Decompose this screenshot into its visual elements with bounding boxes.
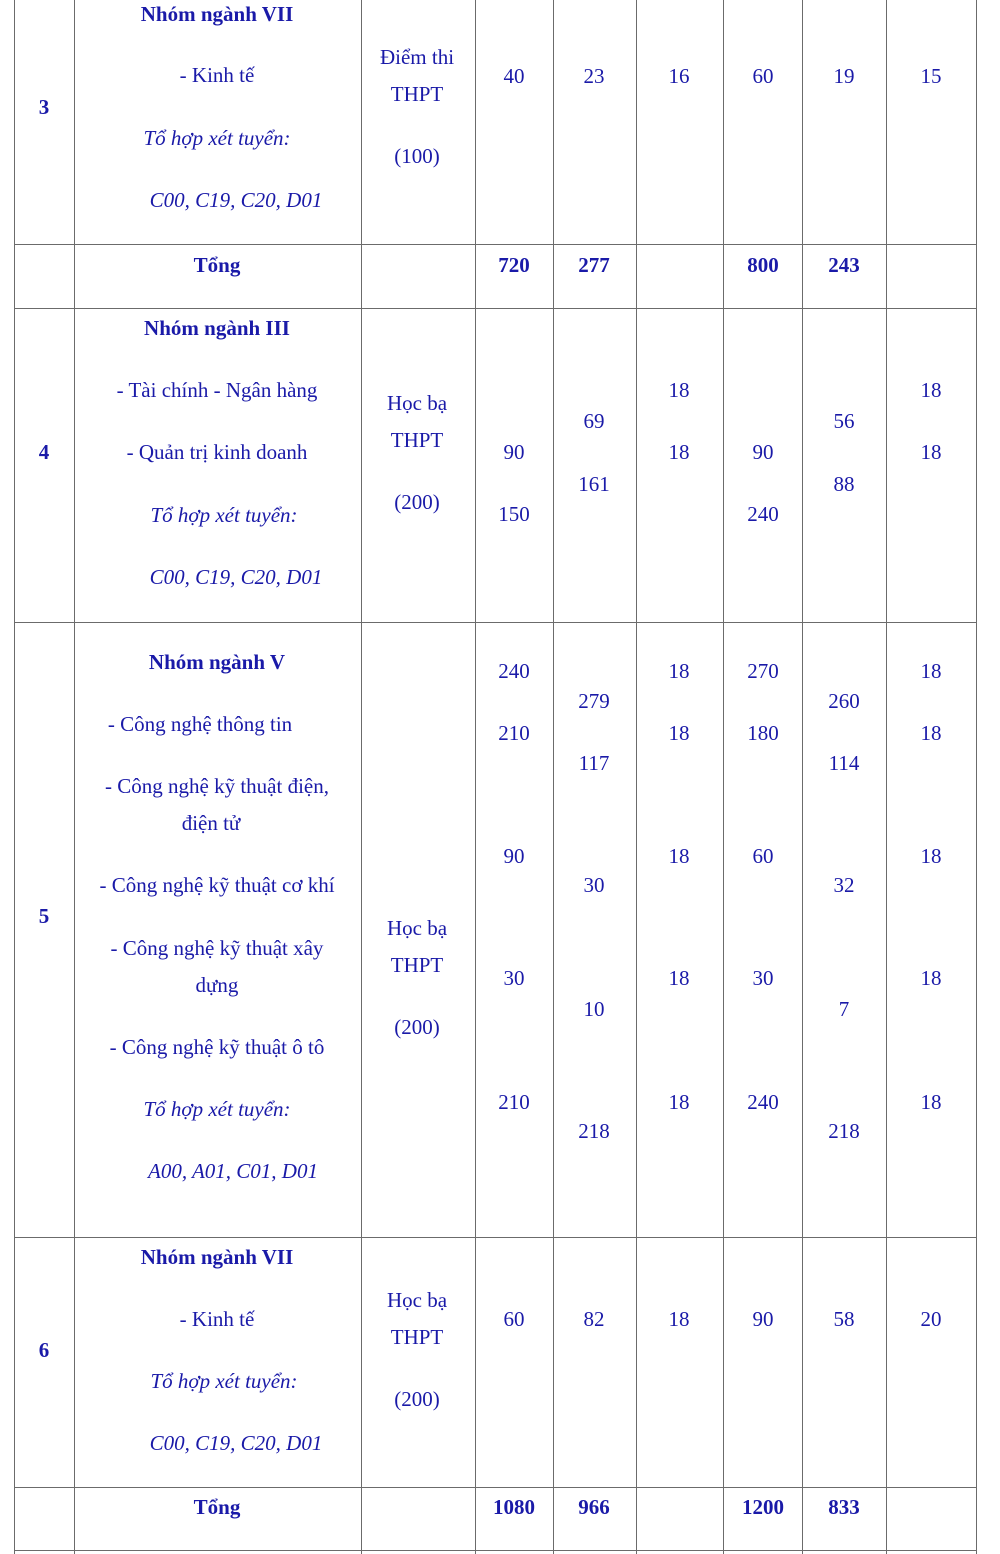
combo-label: Tổ hợp xét tuyển: [150,503,298,527]
combo-label: Tổ hợp xét tuyển: [143,126,291,150]
cell-value: 240 [747,502,779,526]
cell-value: 279 [578,689,610,713]
grid-line [14,1237,977,1238]
combo-label: Tổ hợp xét tuyển: [150,1369,298,1393]
cell-value: 69 [583,409,605,433]
grid-line [976,0,977,1554]
row-stt: 6 [38,1338,50,1362]
cell-value: 210 [498,1090,530,1114]
grid-line [74,0,75,1554]
major-item: điện tử [181,811,241,835]
method-line: Học bạ [386,391,448,415]
grid-line [14,1487,977,1488]
cell-value: 10 [583,997,605,1021]
cell-value: 90 [752,1307,774,1331]
cell-value: 18 [920,440,942,464]
grid-line [723,0,724,1554]
cell-value: 32 [833,873,855,897]
major-item: - Kinh tế [179,63,255,87]
group-name: Nhóm ngành V [148,650,286,674]
cell-value: 114 [828,751,860,775]
cell-value: 88 [833,472,855,496]
major-item: - Công nghệ thông tin [107,712,293,736]
row-stt: 3 [38,95,50,119]
method-line: THPT [390,953,444,977]
cell-value: 18 [920,659,942,683]
major-item: - Công nghệ kỹ thuật điện, [105,774,329,798]
cell-value: 40 [503,64,525,88]
total-value: 833 [828,1495,860,1519]
row-stt: 5 [38,904,50,928]
cell-value: 18 [668,844,690,868]
cell-value: 90 [503,440,525,464]
cell-value: 60 [503,1307,525,1331]
cell-value: 270 [747,659,779,683]
grid-line [14,308,977,309]
cell-value: 18 [668,1090,690,1114]
cell-value: 210 [498,721,530,745]
cell-value: 30 [503,966,525,990]
method-line: Học bạ [386,916,448,940]
method-line: THPT [390,1325,444,1349]
combo-codes: C00, C19, C20, D01 [149,565,323,589]
total-label: Tổng [193,253,241,277]
grid-line [14,244,977,245]
total-label: Tổng [193,1495,241,1519]
cell-value: 58 [833,1307,855,1331]
method-line: Học bạ [386,1288,448,1312]
cell-value: 23 [583,64,605,88]
cell-value: 60 [752,64,774,88]
cell-value: 18 [668,1307,690,1331]
group-name: Nhóm ngành VII [140,1245,294,1269]
major-item: - Kinh tế [179,1307,255,1331]
cell-value: 15 [920,64,942,88]
cell-value: 117 [578,751,610,775]
grid-line [636,0,637,1554]
total-value: 720 [498,253,530,277]
cell-value: 18 [668,721,690,745]
cell-value: 60 [752,844,774,868]
cell-value: 18 [920,966,942,990]
cell-value: 20 [920,1307,942,1331]
cell-value: 90 [503,844,525,868]
cell-value: 19 [833,64,855,88]
total-value: 966 [578,1495,610,1519]
major-item: - Công nghệ kỹ thuật cơ khí [99,873,335,897]
method-line: THPT [390,428,444,452]
total-value: 1200 [742,1495,784,1519]
cell-value: 240 [498,659,530,683]
major-item: - Tài chính - Ngân hàng [116,378,318,402]
total-value: 277 [578,253,610,277]
cell-value: 18 [920,1090,942,1114]
major-item: dựng [195,973,239,997]
grid-line [361,0,362,1554]
row-stt: 4 [38,440,50,464]
method-line: THPT [390,82,444,106]
cell-value: 18 [668,378,690,402]
cell-value: 18 [668,440,690,464]
grid-line [553,0,554,1554]
cell-value: 161 [578,472,610,496]
method-line: Điểm thi [379,45,455,69]
cell-value: 260 [828,689,860,713]
grid-line [14,622,977,623]
method-line: (100) [394,144,440,168]
cell-value: 56 [833,409,855,433]
combo-label: Tổ hợp xét tuyển: [143,1097,291,1121]
total-value: 243 [828,253,860,277]
grid-line [14,0,15,1554]
combo-codes: A00, A01, C01, D01 [148,1159,318,1183]
cell-value: 18 [668,659,690,683]
grid-line [802,0,803,1554]
major-item: - Công nghệ kỹ thuật xây [110,936,324,960]
major-item: - Quản trị kinh doanh [126,440,308,464]
method-line: (200) [394,1387,440,1411]
cell-value: 18 [920,844,942,868]
cell-value: 240 [747,1090,779,1114]
cell-value: 30 [583,873,605,897]
cell-value: 18 [668,966,690,990]
grid-line [886,0,887,1554]
method-line: (200) [394,490,440,514]
group-name: Nhóm ngành III [144,316,290,340]
cell-value: 218 [828,1119,860,1143]
total-value: 1080 [493,1495,535,1519]
combo-codes: C00, C19, C20, D01 [149,1431,323,1455]
group-name: Nhóm ngành VII [140,2,294,26]
method-line: (200) [394,1015,440,1039]
grid-line [14,1550,977,1551]
cell-value: 218 [578,1119,610,1143]
major-item: - Công nghệ kỹ thuật ô tô [109,1035,325,1059]
cell-value: 90 [752,440,774,464]
cell-value: 18 [920,378,942,402]
combo-codes: C00, C19, C20, D01 [149,188,323,212]
cell-value: 30 [752,966,774,990]
cell-value: 180 [747,721,779,745]
cell-value: 150 [498,502,530,526]
cell-value: 18 [920,721,942,745]
total-value: 800 [747,253,779,277]
cell-value: 7 [838,997,850,1021]
cell-value: 82 [583,1307,605,1331]
grid-line [475,0,476,1554]
cell-value: 16 [668,64,690,88]
